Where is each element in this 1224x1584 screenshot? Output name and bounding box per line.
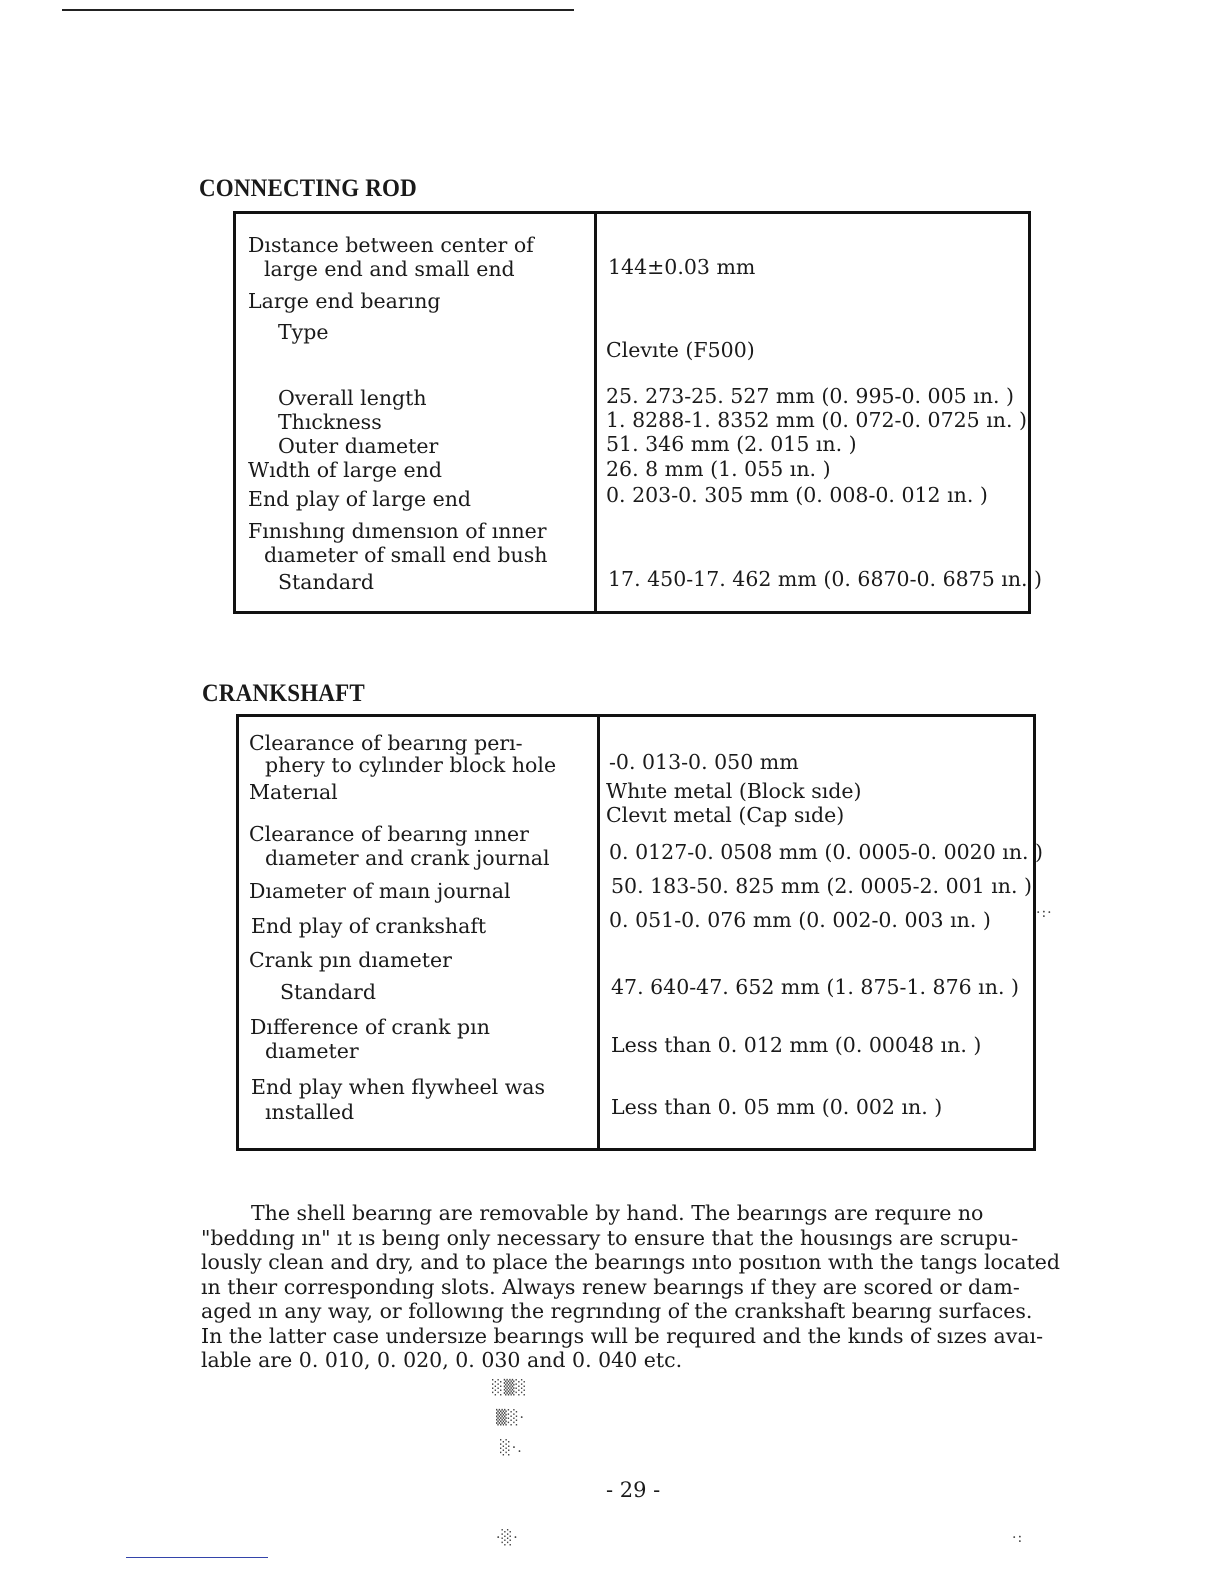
paragraph-line: In the latter case undersıze bearıngs wıll be requıred and the kınds of sızes avaı- <box>201 1323 1044 1348</box>
paragraph-line: lously clean and dry, and to place the bearıngs ınto posıtıon wıth the tangs located <box>201 1250 1061 1274</box>
value-width-large-end: 26. 8 mm (1. 055 ın. ) <box>606 457 831 481</box>
label-outer-diameter: Outer dıameter <box>278 434 439 458</box>
label-large-end-bearing: Large end bearıng <box>248 289 441 313</box>
paragraph-line: The shell bearıng are removable by hand. The bearıngs are requıre no <box>251 1201 984 1225</box>
scan-smudge: ·░· <box>496 1530 519 1546</box>
scan-smudge: ░▒░ <box>492 1380 528 1396</box>
value-standard: 17. 450-17. 462 mm (0. 6870-0. 6875 ın. ) <box>608 567 1043 591</box>
label-clearance-periphery-line2: phery to cylınder block hole <box>265 753 557 777</box>
crankshaft-title: CRANKSHAFT <box>202 680 365 707</box>
label-distance-line1: Dıstance between center of <box>248 233 534 257</box>
label-main-journal: Dıameter of maın journal <box>249 879 511 903</box>
label-thickness: Thıckness <box>278 410 382 434</box>
paragraph-line: lable are 0. 010, 0. 020, 0. 030 and 0. 040 etc. <box>201 1348 683 1372</box>
value-material-cap: Clevıt metal (Cap sıde) <box>606 803 845 827</box>
scan-smudge: ·:· <box>1036 905 1053 921</box>
scan-smudge: ▒░· <box>496 1410 525 1426</box>
label-flywheel-line1: End play when flywheel was <box>251 1075 546 1099</box>
value-flywheel: Less than 0. 05 mm (0. 002 ın. ) <box>611 1095 943 1119</box>
scan-smudge: ·: <box>1012 1530 1024 1546</box>
value-outer-diameter: 51. 346 mm (2. 015 ın. ) <box>606 432 857 456</box>
label-clearance-inner-line1: Clearance of bearıng ınner <box>249 822 529 846</box>
value-clearance-inner: 0. 0127-0. 0508 mm (0. 0005-0. 0020 ın. ) <box>609 840 1044 864</box>
value-type: Clevıte (F500) <box>606 338 755 362</box>
value-material-block: Whıte metal (Block sıde) <box>606 779 862 803</box>
page-number: - 29 - <box>606 1478 661 1502</box>
value-main-journal: 50. 183-50. 825 mm (2. 0005-2. 001 ın. ) <box>611 874 1033 898</box>
label-standard: Standard <box>278 570 374 594</box>
label-flywheel-line2: ınstalled <box>265 1100 355 1124</box>
label-overall-length: Overall length <box>278 386 427 410</box>
label-end-play-crankshaft: End play of crankshaft <box>251 914 487 938</box>
paragraph-line: aged ın any way, or followıng the regrındıng of the crankshaft bearıng surfaces. <box>201 1299 1033 1323</box>
label-width-large-end: Wıdth of large end <box>248 458 442 482</box>
column-divider <box>597 717 600 1148</box>
label-difference-line1: Dıfference of crank pın <box>250 1015 490 1039</box>
value-overall-length: 25. 273-25. 527 mm (0. 995-0. 005 ın. ) <box>606 384 1014 408</box>
label-clearance-inner-line2: dıameter and crank journal <box>265 846 550 870</box>
label-finishing-line2: dıameter of small end bush <box>264 543 548 567</box>
value-difference: Less than 0. 012 mm (0. 00048 ın. ) <box>611 1033 982 1057</box>
bottom-rule <box>126 1557 268 1558</box>
value-standard: 47. 640-47. 652 mm (1. 875-1. 876 ın. ) <box>611 975 1019 999</box>
body-paragraph <box>201 1201 1071 1373</box>
label-clearance-periphery-line1: Clearance of bearıng perı- <box>249 731 523 755</box>
top-rule <box>62 9 574 11</box>
label-type: Type <box>278 320 329 344</box>
label-crank-pin-diameter: Crank pın dıameter <box>249 948 452 972</box>
label-difference-line2: dıameter <box>265 1039 359 1063</box>
column-divider <box>594 214 597 611</box>
crankshaft-table <box>236 714 1044 1151</box>
connecting-rod-title: CONNECTING ROD <box>199 175 417 202</box>
value-distance: 144±0.03 mm <box>608 255 756 279</box>
label-standard: Standard <box>280 980 376 1004</box>
value-thickness: 1. 8288-1. 8352 mm (0. 072-0. 0725 ın. ) <box>606 408 1028 432</box>
connecting-rod-table <box>233 211 1043 614</box>
label-material: Materıal <box>249 780 338 804</box>
value-end-play-crankshaft: 0. 051-0. 076 mm (0. 002-0. 003 ın. ) <box>609 908 991 932</box>
scan-smudge: ░·. <box>500 1440 523 1456</box>
label-end-play-large-end: End play of large end <box>248 487 472 511</box>
paragraph-line: ın theır correspondıng slots. Always renew bearıngs ıf they are scored or dam- <box>201 1274 1020 1299</box>
value-clearance-periphery: -0. 013-0. 050 mm <box>609 750 799 774</box>
paragraph-line: "beddıng ın" ıt ıs beıng only necessary to ensure that the housıngs are scrupu- <box>201 1225 1019 1250</box>
label-finishing-line1: Fınıshıng dımensıon of ınner <box>248 519 547 543</box>
label-distance-line2: large end and small end <box>264 257 515 281</box>
value-end-play-large-end: 0. 203-0. 305 mm (0. 008-0. 012 ın. ) <box>606 483 988 507</box>
